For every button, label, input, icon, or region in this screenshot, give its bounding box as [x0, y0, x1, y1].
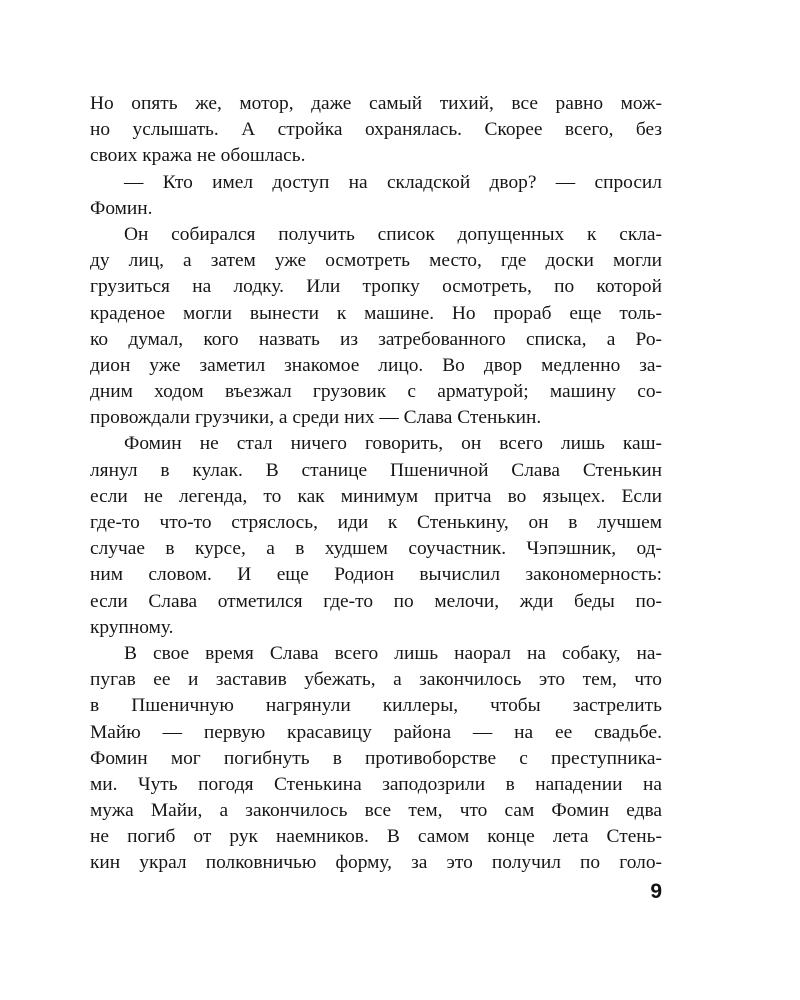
text-line: В свое время Слава всего лишь наорал на собаку, на- [124, 642, 662, 664]
text-line: своих кража не обошлась. [90, 145, 306, 167]
text-line: случае в курсе, а в худшем соучастник. Чэпэшник, од- [90, 538, 662, 560]
text-line: — Кто имел доступ на складской двор? — спросил [124, 171, 662, 193]
text-line: грузиться на лодку. Или тропку осмотреть, по которой [90, 276, 662, 298]
text-line: если не легенда, то как минимум притча во языцех. Если [90, 485, 662, 507]
text-line: если Слава отметился где-то по мелочи, жди беды по- [90, 590, 662, 612]
text-line: Он собирался получить список допущенных к скла- [124, 223, 662, 245]
text-line: ко думал, кого назвать из затребованного списка, а Ро- [90, 328, 662, 350]
text-line: но услышать. А стройка охранялась. Скорее всего, без [90, 119, 662, 141]
text-line: Майю — первую красавицу района — на ее свадьбе. [90, 721, 662, 743]
text-line: Фомин. [90, 197, 153, 219]
text-line: провождали грузчики, а среди них — Слава Стенькин. [90, 407, 542, 429]
text-line: краденое могли вынести к машине. Но прораб еще толь- [90, 302, 662, 324]
text-line: ду лиц, а затем уже осмотреть место, где доски могли [90, 250, 662, 272]
text-line: в Пшеничную нагрянули киллеры, чтобы застрелить [90, 695, 662, 717]
text-line: дион уже заметил знакомое лицо. Во двор медленно за- [90, 354, 662, 376]
text-line: дним ходом въезжал грузовик с арматурой; машину со- [90, 381, 662, 403]
text-line: не погиб от рук наемников. В самом конце лета Стень- [90, 826, 662, 848]
text-line: крупному. [90, 616, 174, 638]
text-line: ним словом. И еще Родион вычислил закономерность: [90, 564, 662, 586]
text-line: ми. Чуть погодя Стенькина заподозрили в нападении на [90, 773, 662, 795]
page-number: 9 [650, 880, 662, 903]
text-line: мужа Майи, а закончилось все тем, что сам Фомин едва [90, 800, 662, 822]
text-line: Фомин мог погибнуть в противоборстве с преступника- [90, 747, 662, 769]
text-line: Фомин не стал ничего говорить, он всего лишь каш- [124, 433, 662, 455]
text-line: пугав ее и заставив убежать, а закончилось это тем, что [90, 669, 662, 691]
body-text [90, 91, 662, 877]
text-line: где-то что-то стряслось, иди к Стенькину, он в лучшем [90, 512, 662, 533]
text-line: Но опять же, мотор, даже самый тихий, все равно мож- [90, 93, 662, 114]
text-line: лянул в кулак. В станице Пшеничной Слава Стенькин [90, 459, 662, 481]
text-line: кин украл полковничью форму, за это получил по голо- [90, 852, 662, 874]
